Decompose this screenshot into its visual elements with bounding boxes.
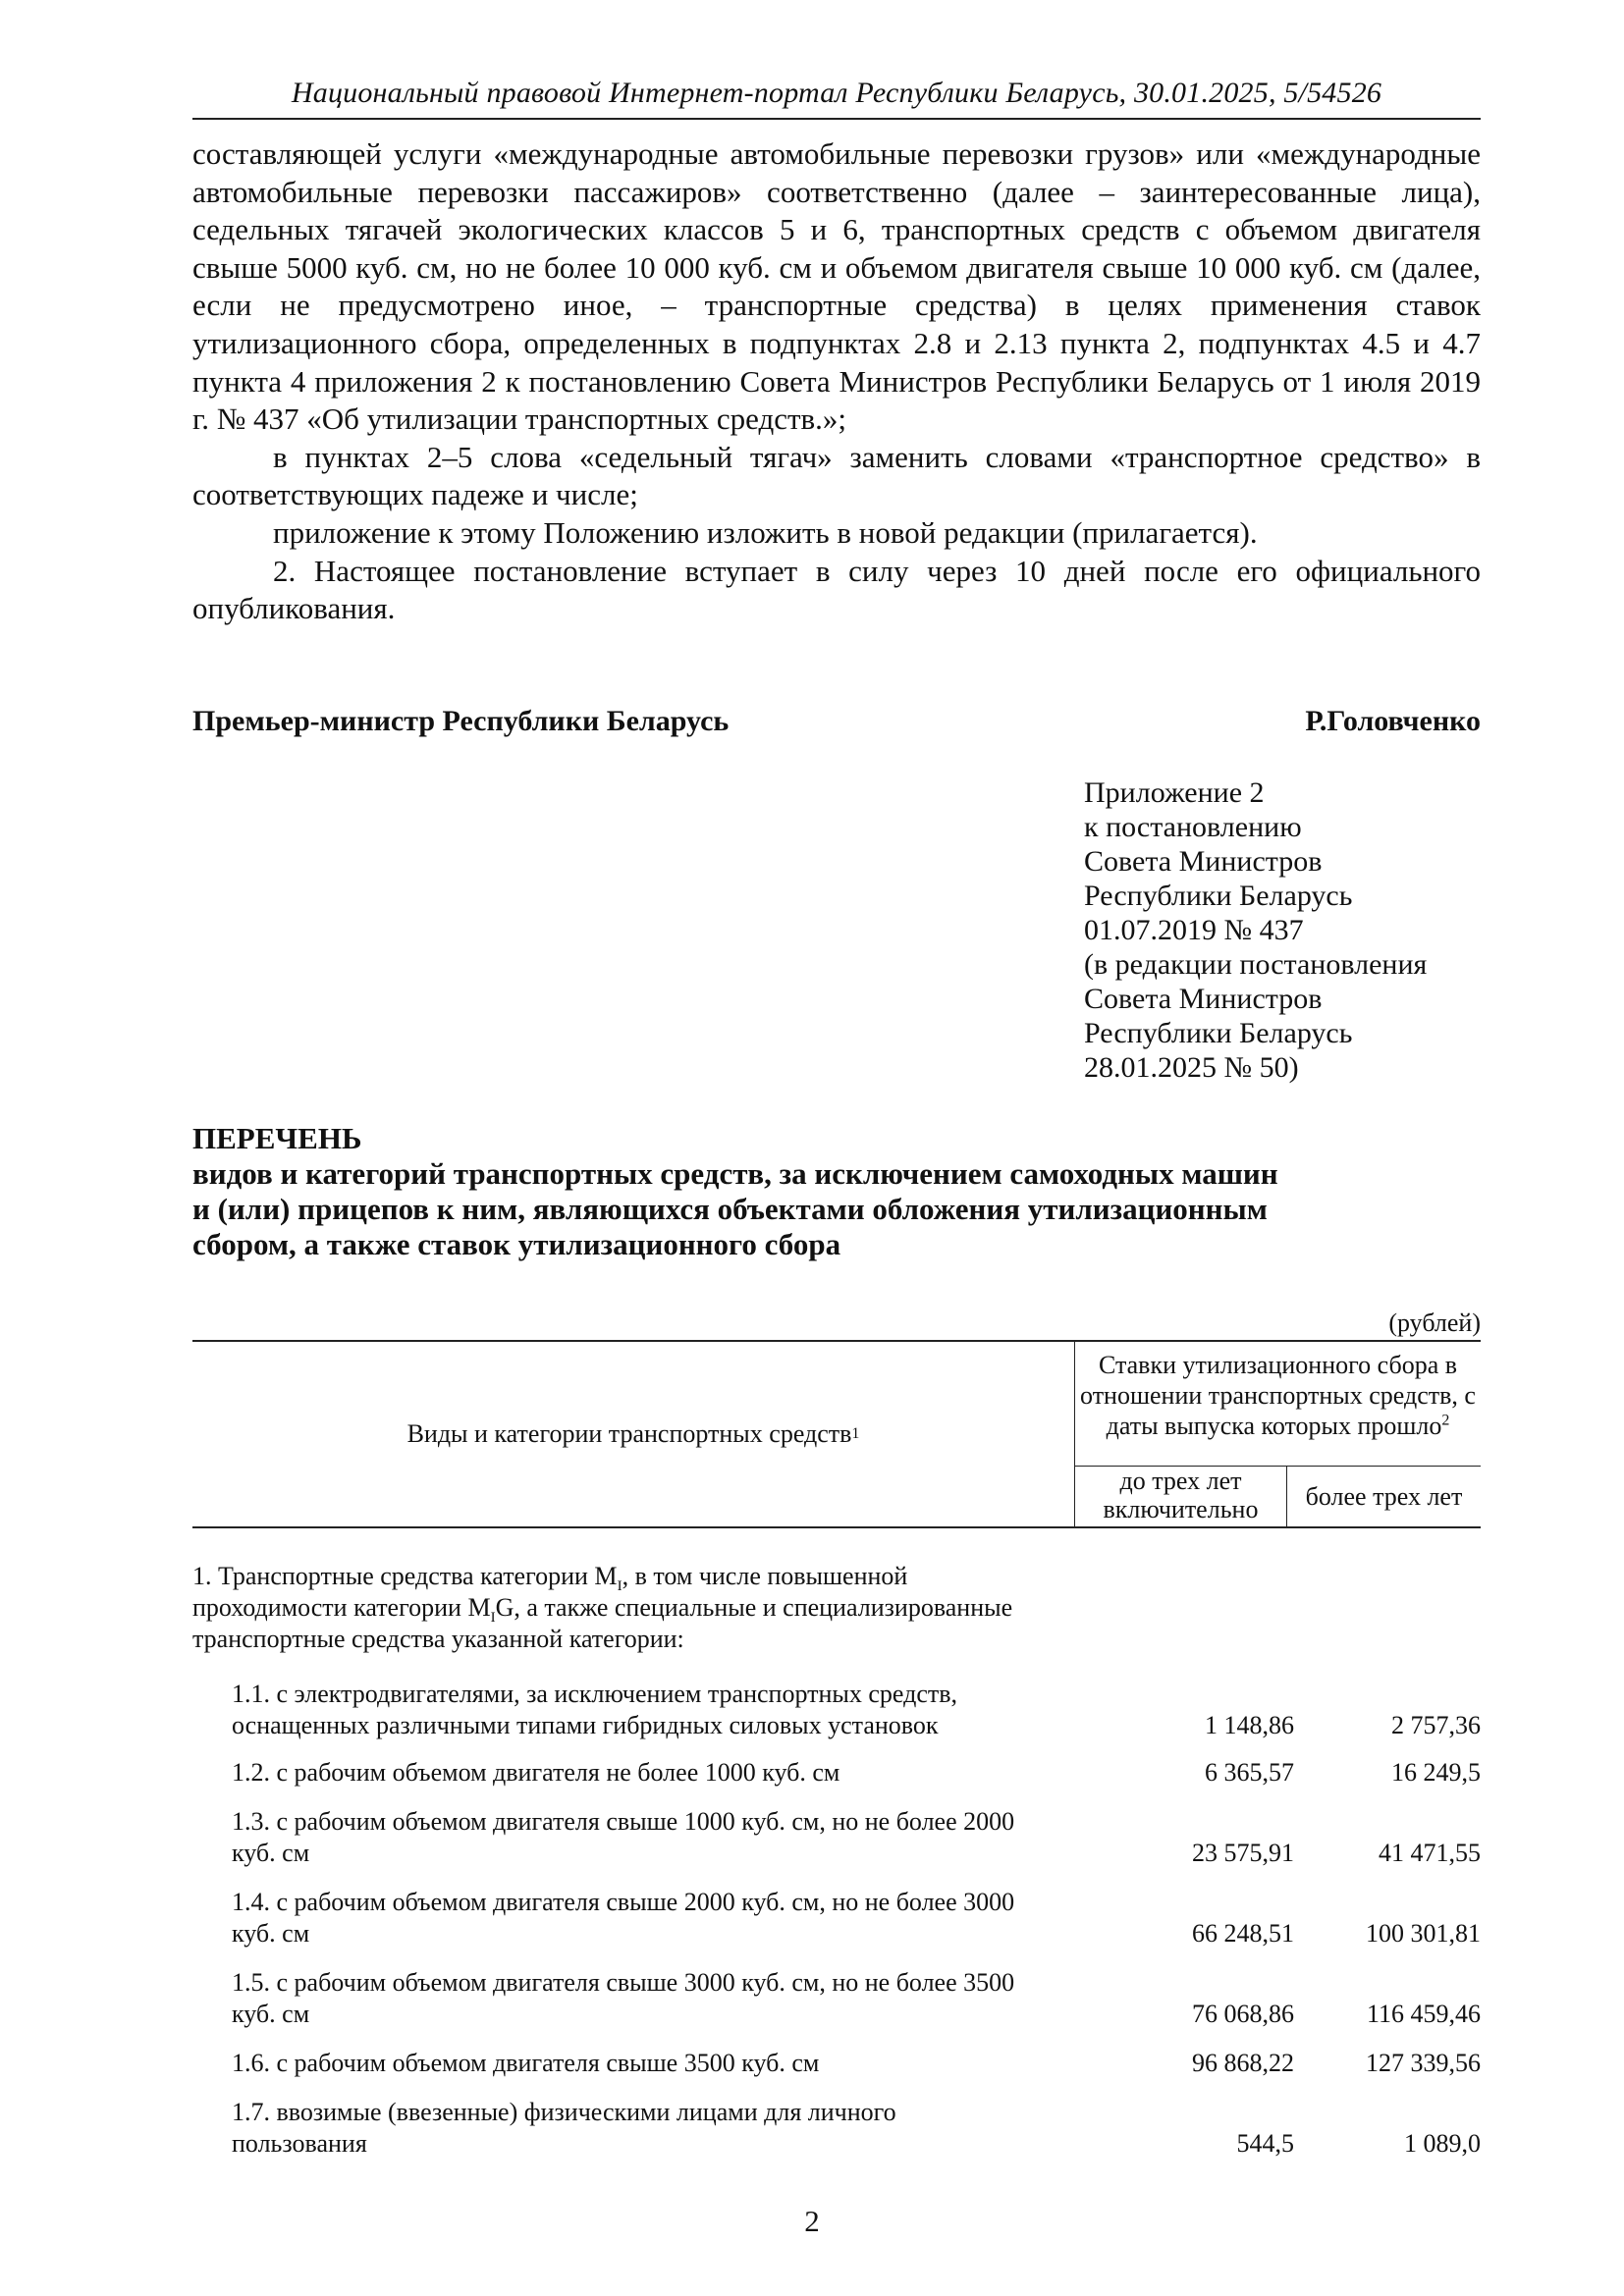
table-group-row [192,1561,1481,1655]
rate-over-three-years: 2 757,36 [1391,1711,1481,1739]
table-row [192,1806,1481,1869]
body-text [192,135,1481,628]
page-header: Национальный правовой Интернет-портал Республики Беларусь, 30.01.2025, 5/54526 [291,77,1382,109]
table-row [192,1887,1481,1949]
title-line: ПЕРЕЧЕНЬ [192,1121,362,1155]
rate-over-three-years: 116 459,46 [1366,2000,1481,2028]
page-number: 2 [804,2204,820,2238]
row-label: 1.6. с рабочим объемом двигателя свыше 3500 куб. см [232,2049,820,2077]
table-row [192,2048,1481,2079]
appendix-line: Республики Беларусь [1084,880,1353,912]
rate-over-three-years: 1 089,0 [1404,2129,1481,2158]
title-line: видов и категорий транспортных средств, за исключением самоходных машин [192,1156,1278,1191]
signature-block [192,705,1481,738]
row-label: 1.7. ввозимые (ввезенные) физическими лицами для личного пользования [232,2098,896,2158]
rate-over-three-years: 16 249,5 [1391,1758,1481,1787]
rate-up-to-three-years: 6 365,57 [1205,1758,1294,1787]
currency-unit: (рублей) [1388,1308,1481,1337]
paragraph: 2. Настоящее постановление вступает в силу через 10 дней после его официального опубликования. [192,553,1481,626]
column-header-up-to-three-years: до трех лет включительно [1075,1467,1287,1526]
table-header [192,1340,1481,1528]
column-header-types: Виды и категории транспортных средств 1 [192,1342,1075,1526]
rate-up-to-three-years: 544,5 [1236,2129,1294,2158]
appendix-line: Совета Министров [1084,845,1323,878]
table-row [192,2097,1481,2160]
row-label: 1.3. с рабочим объемом двигателя свыше 1000 куб. см, но не более 2000 куб. см [232,1807,1015,1867]
appendix-line: Приложение 2 [1084,776,1265,809]
row-label: 1.2. с рабочим объемом двигателя не более 1000 куб. см [232,1758,840,1787]
appendix-line: к постановлению [1084,811,1302,843]
column-header-types-text: Виды и категории транспортных средств [406,1419,852,1448]
paragraph: составляющей услуги «международные автомобильные перевозки грузов» или «международные автомобильные перевозки пассажиров» соответственно (далее – заинтересованные лица), седельных тягачей экологических классов 5 и 6, транспортных средств с объемом двигателя свыше 5000 куб. см, но не более 10 000 куб. см и объемом двигателя свыше 10 000 куб. см (далее, если не предусмотрено иное, – транспортные средства) в целях применения ставок утилизационного сбора, определенных в подпунктах 2.8 и 2.13 пункта 2, подпунктах 4.5 и 4.7 пункта 4 приложения 2 к постановлению Совета Министров Республики Беларусь от 1 июля 2019 г. № 437 «Об утилизации транспортных средств.»; [192,136,1481,437]
title-line: сбором, а также ставок утилизационного сбора [192,1227,841,1261]
rate-over-three-years: 127 339,56 [1366,2049,1481,2077]
appendix-line: (в редакции постановления [1084,948,1428,981]
appendix-line: 01.07.2019 № 437 [1084,914,1304,946]
signatory-position: Премьер-министр Республики Беларусь [192,705,730,737]
column-header-rates-text: Ставки утилизационного сбора в отношении транспортных средств, с даты выпуска которых прошло [1080,1351,1476,1440]
table-row [192,1679,1481,1741]
appendix-line: Республики Беларусь [1084,1017,1353,1049]
rate-over-three-years: 100 301,81 [1366,1919,1481,1948]
paragraph: приложение к этому Положению изложить в новой редакции (прилагается). [273,514,1258,550]
signatory-name: Р.Головченко [1305,705,1481,737]
paragraph: в пунктах 2–5 слова «седельный тягач» заменить словами «транспортное средство» в соответствующих падеже и числе; [192,439,1481,512]
column-header-over-three-years: более трех лет [1305,1481,1463,1511]
rates-table [192,1340,1481,2158]
footnote-mark: 2 [1441,1412,1450,1429]
table-body [192,1561,1481,2160]
rate-over-three-years: 41 471,55 [1379,1839,1481,1867]
appendix-line: Совета Министров [1084,983,1323,1015]
appendix-reference [1084,775,1427,1085]
rate-up-to-three-years: 66 248,51 [1192,1919,1294,1948]
row-label: 1.1. с электродвигателями, за исключением транспортных средств, оснащенных различными типами гибридных силовых установок [232,1680,957,1739]
document-title [192,1121,1278,1262]
title-line: и (или) прицепов к ним, являющихся объектами обложения утилизационным [192,1192,1268,1226]
row-label: 1.4. с рабочим объемом двигателя свыше 2000 куб. см, но не более 3000 куб. см [232,1888,1015,1948]
appendix-line: 28.01.2025 № 50) [1084,1051,1299,1084]
column-header-rates [1075,1350,1481,1441]
rate-up-to-three-years: 76 068,86 [1192,2000,1294,2028]
rate-up-to-three-years: 96 868,22 [1192,2049,1294,2077]
rate-up-to-three-years: 23 575,91 [1192,1839,1294,1867]
group-label: 1. Транспортные средства категории $M_I$, в том числе повышенной проходимости категории $M_IG$, а также специальные и специализированные транспортные средства указанной категории: [192,1562,1013,1653]
table-row [192,1967,1481,2030]
table-row [192,1757,1481,1789]
rate-up-to-three-years: 1 148,86 [1205,1711,1294,1739]
header-divider [192,118,1481,120]
row-label: 1.5. с рабочим объемом двигателя свыше 3000 куб. см, но не более 3500 куб. см [232,1968,1015,2028]
